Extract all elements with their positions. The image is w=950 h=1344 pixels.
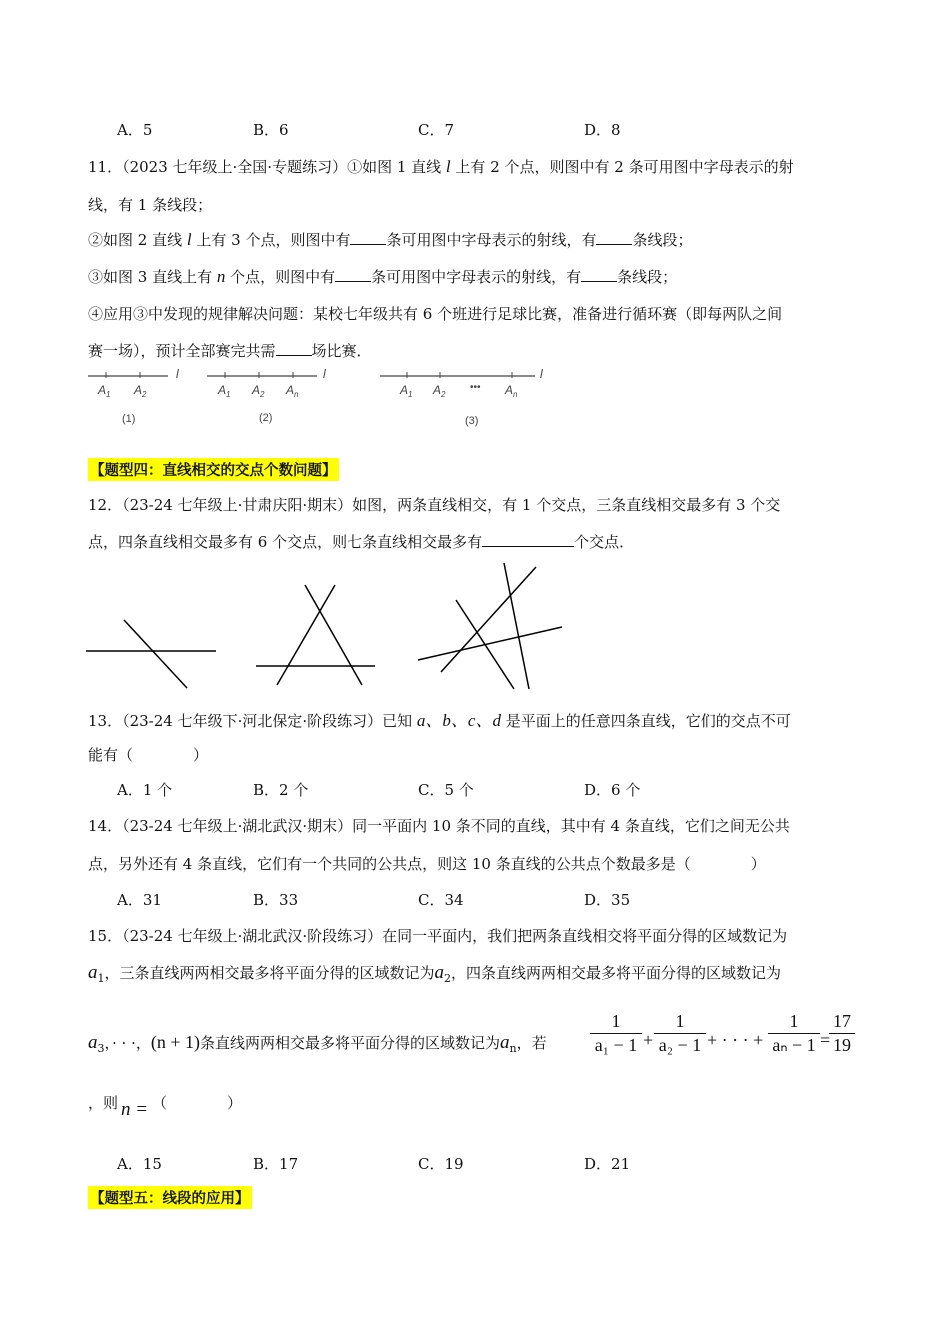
fraction-2: 1 a₂ − 1 (654, 1011, 706, 1056)
q15-option-c: C．19 (418, 1155, 464, 1173)
n-equals: n = (121, 1099, 149, 1120)
q13-option-c: C．5 个 (418, 781, 474, 799)
caption-1: (1) (122, 413, 136, 425)
figure-1 (88, 366, 188, 426)
label-l: l (176, 367, 179, 381)
label-a1: $A_1$ (218, 383, 231, 399)
option-c: C．7 (418, 121, 455, 139)
blank (482, 532, 574, 547)
option-d: D．8 (584, 121, 621, 139)
label-dots: ••• (470, 382, 481, 393)
label-a1: $A_1$ (400, 383, 413, 399)
label-a1: $A_1$ (98, 383, 111, 399)
plus-dots: + · · · + (707, 1030, 764, 1050)
option-b: B．6 (253, 121, 289, 139)
q12-line2: 点，四条直线相交最多有 6 个交点，则七条直线相交最多有 个交点． (88, 533, 635, 551)
q13-line2: 能有（ ） (88, 746, 209, 764)
q15-option-d: D．21 (584, 1155, 631, 1173)
q14-option-a: A．31 (117, 891, 162, 909)
figure-three-lines (256, 582, 386, 692)
option-a: A．5 (117, 121, 153, 139)
answer-paren: （ ） (152, 1094, 243, 1112)
q14-line2: 点，另外还有 4 条直线，它们有一个共同的公共点，则这 10 条直线的公共点个数最多是（ ） (88, 855, 766, 873)
q12-line1: 12．（23-24 七年级上·甘肃庆阳·期末）如图，两条直线相交，有 1 个交点，三条直线相交最多有 3 个交 (88, 496, 781, 514)
label-a2: $A_2$ (134, 383, 147, 399)
blank (276, 341, 312, 356)
figure-3 (380, 366, 560, 432)
figure-four-lines (416, 561, 576, 691)
q15-option-a: A．15 (117, 1155, 162, 1173)
label-a2: $A_2$ (433, 383, 446, 399)
q11-line6: 赛一场），预计全部赛完共需 场比赛． (88, 342, 372, 360)
q14-line1: 14．（23-24 七年级上·湖北武汉·期末）同一平面内 10 条不同的直线，其中有 4 条直线，它们之间无公共 (88, 817, 790, 835)
figure-two-lines (86, 617, 226, 697)
q14-option-b: B．33 (253, 891, 299, 909)
label-a3: $A_n$ (286, 383, 299, 399)
q11-line2: 线，有 1 条线段； (88, 196, 213, 214)
figure-2 (207, 366, 337, 426)
fraction-n: 1 aₙ − 1 (768, 1011, 820, 1056)
q15-line3: $a_3$，· · ·，(n + 1)条直线两两相交最多将平面分得的区域数记为$a_n$，若 (88, 1032, 547, 1055)
section-title-5: 【题型五：线段的应用】 (88, 1186, 252, 1209)
label-l: l (323, 367, 326, 381)
q15-line1: 15．（23-24 七年级上·湖北武汉·阶段练习）在同一平面内，我们把两条直线相交将平面分得的区域数记为 (88, 927, 788, 945)
blank (581, 267, 617, 282)
section-title-4: 【题型四：直线相交的交点个数问题】 (88, 458, 339, 481)
q11-line3: ②如图 2 直线 l 上有 3 个点，则图中有 条可用图中字母表示的射线，有 条线段； (88, 230, 693, 249)
q15-option-b: B．17 (253, 1155, 299, 1173)
blank (596, 230, 632, 245)
fraction-result: 17 19 (829, 1011, 855, 1056)
label-an: $A_n$ (505, 383, 518, 399)
caption-3: (3) (465, 415, 479, 427)
q11-line1: 11．（2023 七年级上·全国·专题练习）①如图 1 直线 l 上有 2 个点，则图中有 2 条可用图中字母表示的射 (88, 157, 794, 176)
blank (350, 230, 386, 245)
q15-line2: $a_1$，三条直线两两相交最多将平面分得的区域数记为$a_2$，四条直线两两相交最多将平面分得的区域数记为 (88, 962, 782, 985)
blank (335, 267, 371, 282)
q11-line5: ④应用③中发现的规律解决问题：某校七年级共有 6 个班进行足球比赛，准备进行循环赛（即每两队之间 (88, 305, 783, 323)
label-a2: $A_2$ (252, 383, 265, 399)
q13-option-b: B．2 个 (253, 781, 309, 799)
q14-option-d: D．35 (584, 891, 631, 909)
q13-line1: 13．（23-24 七年级下·河北保定·阶段练习）已知 a、b、c、d 是平面上的任意四条直线，它们的交点不可 (88, 711, 791, 730)
q14-option-c: C．34 (418, 891, 464, 909)
q13-option-d: D．6 个 (584, 781, 641, 799)
q11-line4: ③如图 3 直线上有 n 个点，则图中有 条可用图中字母表示的射线，有 条线段； (88, 267, 678, 286)
label-l: l (540, 367, 543, 381)
plus-sign: + (643, 1030, 654, 1050)
q13-option-a: A．1 个 (117, 781, 173, 799)
equals-sign: = (820, 1030, 831, 1050)
caption-2: (2) (259, 412, 273, 424)
q15-line4: ，则 (88, 1094, 119, 1112)
fraction-1: 1 a₁ − 1 (590, 1011, 642, 1056)
